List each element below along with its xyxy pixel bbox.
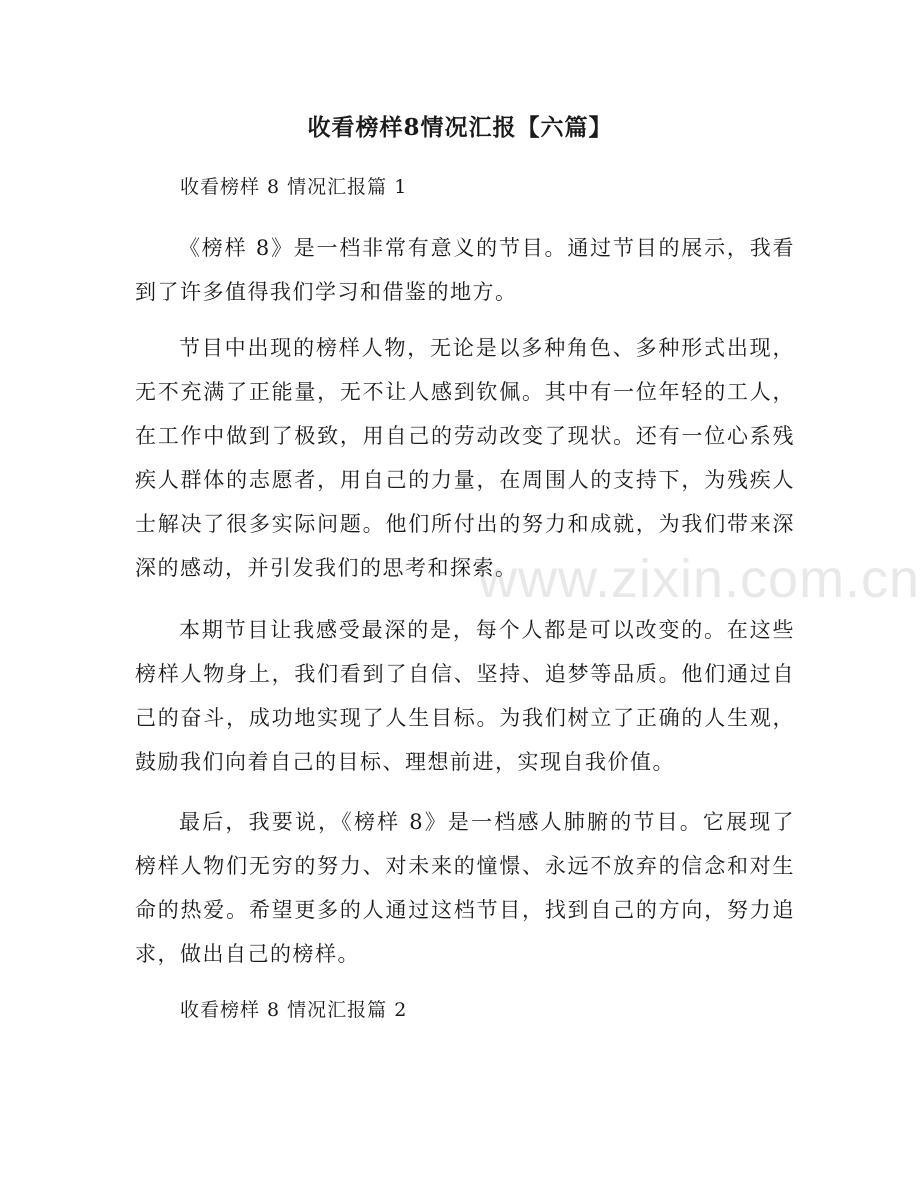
- paragraph-4: 最后，我要说，《榜样 8》是一档感人肺腑的节目。它展现了榜样人物们无穷的努力、对未来的憧憬、永远不放弃的信念和对生命的热爱。希望更多的人通过这档节目，找到自己的方向，努力追求，做出自己的榜样。: [135, 810, 795, 966]
- section-heading-1: 收看榜样 8 情况汇报篇 1: [180, 176, 408, 198]
- paragraph-2: 节目中出现的榜样人物，无论是以多种角色、多种形式出现，无不充满了正能量，无不让人感到钦佩。其中有一位年轻的工人，在工作中做到了极致，用自己的劳动改变了现状。还有一位心系残疾人群体的志愿者，用自己的力量，在周围人的支持下，为残疾人士解决了很多实际问题。他们所付出的努力和成就，为我们带来深深的感动，并引发我们的思考和探索。: [135, 336, 795, 580]
- document-title: 收看榜样8情况汇报【六篇】: [307, 114, 613, 141]
- watermark: www.zixin.com.cn: [478, 549, 920, 609]
- paragraph-3: 本期节目让我感受最深的是，每个人都是可以改变的。在这些榜样人物身上，我们看到了自信、坚持、追梦等品质。他们通过自己的奋斗，成功地实现了人生目标。为我们树立了正确的人生观，鼓励我们向着自己的目标、理想前进，实现自我价值。: [135, 618, 795, 774]
- paragraph-1: 《榜样 8》是一档非常有意义的节目。通过节目的展示，我看到了许多值得我们学习和借鉴的地方。: [135, 236, 795, 304]
- section-heading-2: 收看榜样 8 情况汇报篇 2: [180, 999, 408, 1021]
